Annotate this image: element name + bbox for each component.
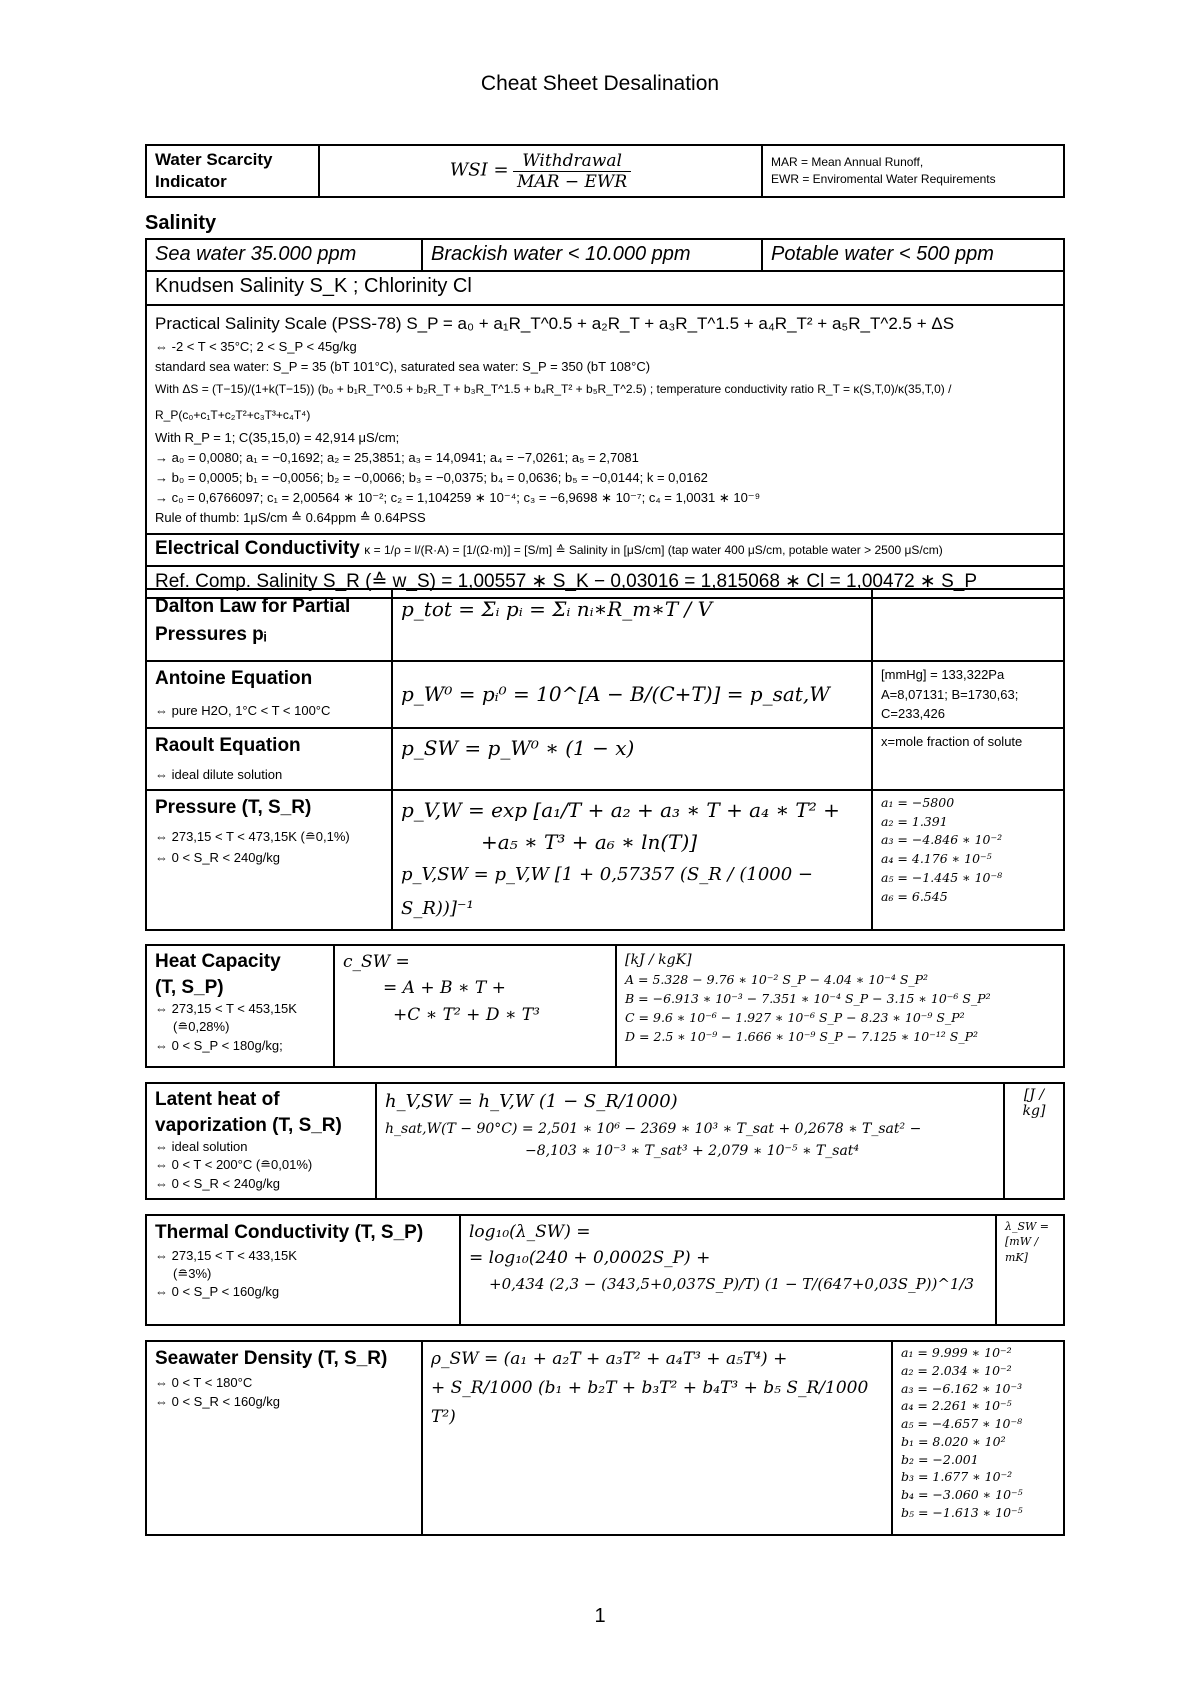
thermal-conductivity-label-cell — [146, 1215, 460, 1325]
thermal-conductivity-formula2: = log₁₀(240 + 0,0002S_P) + — [469, 1248, 711, 1269]
ec-cell — [146, 534, 1064, 566]
latent-heat-cond3: ⇔ 0 < S_R < 240g/kg — [155, 1175, 281, 1191]
pss-cell — [146, 305, 1064, 534]
latent-heat-label-line2: vaporization (T, S_R) — [155, 1114, 342, 1136]
heat-capacity-coef: A = 5.328 − 9.76 ∗ 10⁻² S_P − 4.04 ∗ 10⁻⁴ S_P² — [625, 972, 929, 988]
heat-capacity-formula2: = A + B ∗ T + — [383, 978, 506, 999]
brackish-water-cell — [422, 239, 762, 271]
raoult-note: x=mole fraction of solute — [881, 733, 1023, 749]
thermal-conductivity-formula-cell — [460, 1215, 996, 1325]
raoult-note-cell — [872, 728, 1064, 790]
latent-heat-formula3: −8,103 ∗ 10⁻³ ∗ T_sat³ + 2,079 ∗ 10⁻⁵ ∗ T_sat⁴ — [525, 1142, 860, 1159]
latent-heat-formula1: h_V,SW = h_V,W (1 − S_R/1000) — [385, 1091, 678, 1112]
wsi-lhs: WSI = — [449, 159, 509, 181]
thermal-conductivity-unit: λ_SW = [mW / mK] — [1005, 1220, 1050, 1264]
latent-heat-table — [145, 1082, 1065, 1200]
salinity-heading: Salinity — [145, 212, 217, 234]
heat-capacity-coef: B = −6.913 ∗ 10⁻³ − 7.351 ∗ 10⁻⁴ S_P − 3.15 ∗ 10⁻⁶ S_P² — [625, 991, 991, 1007]
pressure-coef: a₃ = −4.846 ∗ 10⁻² — [881, 832, 1003, 848]
pss-standard: standard sea water: S_P = 35 (bT 101°C), saturated sea water: S_P = 350 (bT 108°C) — [155, 359, 651, 375]
heat-capacity-label-line1: Heat Capacity — [155, 951, 281, 972]
antoine-note-line2: A=8,07131; B=1730,63; — [881, 686, 1019, 702]
density-table — [145, 1340, 1065, 1536]
density-label: Seawater Density (T, S_R) — [155, 1348, 388, 1369]
pressure-cond1: ⇔ 273,15 < T < 473,15K (≘0,1%) — [155, 829, 350, 845]
antoine-formula-cell — [392, 661, 872, 728]
pressure-coef: a₁ = −5800 — [881, 794, 955, 810]
wsi-note-cell — [762, 145, 1064, 197]
page-title: Cheat Sheet Desalination — [480, 72, 720, 95]
ec-formula: κ = 1/ρ = l/(R·A) = [1/(Ω·m)] = [S/m] ≙ Salinity in [μS/cm] (tap water 400 μS/cm, potable water > 2500 μS/cm) — [364, 542, 943, 557]
latent-heat-formula2: h_sat,W(T − 90°C) = 2,501 ∗ 10⁶ − 2369 ∗ 10³ ∗ T_sat + 0,2678 ∗ T_sat² − — [385, 1120, 922, 1137]
potable-water-text: Potable water < 500 ppm — [771, 243, 994, 265]
heat-capacity-formula3: +C ∗ T² + D ∗ T³ — [393, 1004, 540, 1025]
pss-c-coefs: → c₀ = 0,6766097; c₁ = 2,00564 ∗ 10⁻²; c₂ = 1,104259 ∗ 10⁻⁴; c₃ = −6,9698 ∗ 10⁻⁷; c₄ = 1,0031 ∗ 10⁻⁹ — [155, 490, 761, 506]
heat-capacity-label-cell — [146, 945, 334, 1067]
antoine-note-line1: [mmHg] = 133,322Pa — [881, 667, 1005, 682]
pressure-coef: a₄ = 4.176 ∗ 10⁻⁵ — [881, 851, 992, 867]
heat-capacity-coefs-cell — [616, 945, 1064, 1067]
thermal-conductivity-cond2: (≘3%) — [173, 1265, 212, 1281]
density-formula2: + S_R/1000 (b₁ + b₂T + b₃T² + b₄T³ + b₅ S_R/1000 T²) — [431, 1377, 869, 1427]
pss-a-coefs: → a₀ = 0,0080; a₁ = −0,1692; a₂ = 25,3851; a₃ = 14,0941; a₄ = −7,0261; a₅ = 2,7081 — [155, 449, 639, 465]
vapor-pressure-table — [145, 588, 1065, 931]
pressure-label-cell — [146, 790, 392, 930]
wsi-label-cell — [146, 145, 319, 197]
density-coef: a₁ = 9.999 ∗ 10⁻² — [901, 1345, 1012, 1360]
wsi-table — [145, 144, 1065, 198]
dalton-label-line1: Dalton Law for Partial — [155, 596, 351, 617]
density-coef: a₅ = −4.657 ∗ 10⁻⁸ — [901, 1416, 1023, 1431]
thermal-conductivity-table — [145, 1214, 1065, 1326]
heat-capacity-coef: D = 2.5 ∗ 10⁻⁹ − 1.666 ∗ 10⁻⁹ S_P − 7.125 ∗ 10⁻¹² S_P² — [625, 1028, 979, 1044]
heat-capacity-unit: [kJ / kgK] — [625, 952, 692, 968]
sea-water-cell — [146, 239, 422, 271]
dalton-formula-cell — [392, 589, 872, 661]
ref-comp-text: Ref. Comp. Salinity S_R (≙ w_S) = 1,00557 ∗ S_K − 0,03016 = 1,815068 ∗ Cl = 1,00472 ∗ S_P — [155, 570, 978, 592]
salinity-table — [145, 238, 1065, 599]
thermal-conductivity-label: Thermal Conductivity (T, S_P) — [155, 1222, 424, 1243]
pressure-label: Pressure (T, S_R) — [155, 796, 312, 818]
density-formula-cell — [422, 1341, 892, 1535]
heat-capacity-table — [145, 944, 1065, 1068]
thermal-conductivity-unit-cell — [996, 1215, 1064, 1325]
raoult-label-cell — [146, 728, 392, 790]
brackish-water-text: Brackish water < 10.000 ppm — [431, 243, 691, 265]
page-number: 1 — [594, 1605, 606, 1627]
ec-label: Electrical Conductivity — [155, 537, 360, 559]
pressure-coef: a₆ = 6.545 — [881, 888, 948, 904]
antoine-condition: ⇔ pure H2O, 1°C < T < 100°C — [155, 702, 331, 718]
wsi-note-line2: EWR = Enviromental Water Requirements — [771, 172, 996, 187]
pss-b-coefs: → b₀ = 0,0005; b₁ = −0,0056; b₂ = −0,0066; b₃ = −0,0375; b₄ = 0,0636; b₅ = −0,0144; k = 0,0162 — [155, 470, 708, 486]
pressure-formula2: +a₅ ∗ T³ + a₆ ∗ ln(T)] — [481, 829, 698, 854]
pss-range: ⇔ -2 < T < 35°C; 2 < S_P < 45g/kg — [155, 339, 357, 355]
heat-capacity-cond1: ⇔ 273,15 < T < 453,15K — [155, 1001, 297, 1017]
pss-title: Practical Salinity Scale (PSS-78) S_P = a₀ + a₁R_T^0.5 + a₂R_T + a₃R_T^1.5 + a₄R_T² + a₅R_T^2.5 + ΔS — [155, 314, 955, 333]
latent-heat-unit: [J / kg] — [1022, 1087, 1046, 1119]
wsi-label-line1: Water Scarcity — [155, 150, 273, 169]
knudsen-text: Knudsen Salinity S_K ; Chlorinity Cl — [155, 275, 472, 297]
antoine-label-cell — [146, 661, 392, 728]
heat-capacity-formula1: c_SW = — [343, 952, 410, 972]
density-label-cell — [146, 1341, 422, 1535]
latent-heat-label-cell — [146, 1083, 376, 1199]
wsi-fraction — [513, 151, 631, 192]
raoult-label: Raoult Equation — [155, 734, 301, 756]
wsi-denominator: MAR − EWR — [516, 171, 628, 192]
heat-capacity-label-line2: (T, S_P) — [155, 976, 224, 998]
density-coef: b₃ = 1.677 ∗ 10⁻² — [901, 1469, 1013, 1485]
raoult-condition: ⇔ ideal dilute solution — [155, 767, 283, 783]
antoine-note-line3: C=233,426 — [881, 706, 945, 721]
thermal-conductivity-cond1: ⇔ 273,15 < T < 433,15K — [155, 1247, 297, 1263]
heat-capacity-cond2: (≘0,28%) — [173, 1019, 230, 1035]
pressure-coefs-cell — [872, 790, 1064, 930]
potable-water-cell — [762, 239, 1064, 271]
density-coef: a₄ = 2.261 ∗ 10⁻⁵ — [901, 1398, 1012, 1414]
wsi-numerator: Withdrawal — [513, 151, 631, 172]
wsi-label-line2: Indicator — [155, 172, 227, 192]
density-cond1: ⇔ 0 < T < 180°C — [155, 1374, 253, 1390]
sea-water-text: Sea water 35.000 ppm — [155, 243, 357, 265]
antoine-label: Antoine Equation — [155, 668, 313, 689]
thermal-conductivity-formula1: log₁₀(λ_SW) = — [469, 1222, 591, 1242]
raoult-formula: p_SW = p_W⁰ ∗ (1 − x) — [401, 735, 635, 760]
latent-heat-unit-cell — [1004, 1083, 1064, 1199]
dalton-label-cell — [146, 589, 392, 661]
latent-heat-cond2: ⇔ 0 < T < 200°C (≘0,01%) — [155, 1157, 313, 1173]
raoult-formula-cell — [392, 728, 872, 790]
wsi-formula-cell — [319, 145, 762, 197]
density-coef: b₂ = −2.001 — [901, 1451, 979, 1467]
density-coef: b₄ = −3.060 ∗ 10⁻⁵ — [901, 1487, 1023, 1502]
latent-heat-formula-cell — [376, 1083, 1004, 1199]
latent-heat-cond1: ⇔ ideal solution — [155, 1139, 248, 1155]
density-coefs-cell — [892, 1341, 1064, 1535]
pss-delta: With ΔS = (T−15)/(1+k(T−15)) (b₀ + b₁R_T^0.5 + b₂R_T + b₃R_T^1.5 + b₄R_T² + b₅R_T^2.5) ; temperature conductivity ratio R_T = κ(S,T,0)/κ(35,T,0) / R_P(c₀+c₁T+c₂T²+c₃T³+c₄T⁴) — [155, 382, 952, 422]
heat-capacity-coef: C = 9.6 ∗ 10⁻⁶ − 1.927 ∗ 10⁻⁶ S_P − 8.23 ∗ 10⁻⁹ S_P² — [625, 1009, 965, 1025]
heat-capacity-formula-cell — [334, 945, 616, 1067]
latent-heat-label-line1: Latent heat of — [155, 1089, 280, 1110]
pressure-cond2: ⇔ 0 < S_R < 240g/kg — [155, 850, 281, 866]
dalton-label-line2: Pressures pᵢ — [155, 623, 267, 645]
dalton-note-cell — [872, 589, 1064, 661]
density-coef: a₃ = −6.162 ∗ 10⁻³ — [901, 1380, 1023, 1396]
pressure-formula-cell — [392, 790, 872, 930]
density-formula1: ρ_SW = (a₁ + a₂T + a₃T² + a₄T³ + a₅T⁴) + — [431, 1349, 788, 1369]
pss-rp: With R_P = 1; C(35,15,0) = 42,914 μS/cm; — [155, 429, 400, 445]
pressure-coef: a₅ = −1.445 ∗ 10⁻⁸ — [881, 869, 1003, 885]
heat-capacity-cond3: ⇔ 0 < S_P < 180g/kg; — [155, 1037, 283, 1053]
pressure-formula1: p_V,W = exp [a₁/T + a₂ + a₃ ∗ T + a₄ ∗ T² + — [401, 797, 840, 822]
knudsen-cell — [146, 271, 1064, 305]
pss-rule-of-thumb: Rule of thumb: 1μS/cm ≙ 0.64ppm ≙ 0.64PSS — [155, 510, 426, 526]
pressure-coef: a₂ = 1.391 — [881, 813, 948, 829]
dalton-formula: p_tot = Σᵢ pᵢ = Σᵢ nᵢ∗R_m∗T / V — [401, 597, 713, 621]
wsi-note-line1: MAR = Mean Annual Runoff, — [771, 154, 924, 169]
antoine-formula: p_W⁰ = pᵢ⁰ = 10^[A − B/(C+T)] = p_sat,W — [401, 682, 830, 707]
density-coef: b₅ = −1.613 ∗ 10⁻⁵ — [901, 1504, 1023, 1520]
thermal-conductivity-formula3: +0,434 (2,3 − (343,5+0,037S_P)/T) (1 − T/(647+0,03S_P))^1/3 — [489, 1274, 975, 1293]
thermal-conductivity-cond3: ⇔ 0 < S_P < 160g/kg — [155, 1283, 280, 1299]
density-cond2: ⇔ 0 < S_R < 160g/kg — [155, 1394, 281, 1410]
pressure-formula3: p_V,SW = p_V,W [1 + 0,57357 (S_R / (1000 − S_R))]⁻¹ — [401, 863, 813, 920]
antoine-note-cell — [872, 661, 1064, 728]
density-coef: b₁ = 8.020 ∗ 10² — [901, 1433, 1006, 1449]
density-coef: a₂ = 2.034 ∗ 10⁻² — [901, 1362, 1012, 1378]
